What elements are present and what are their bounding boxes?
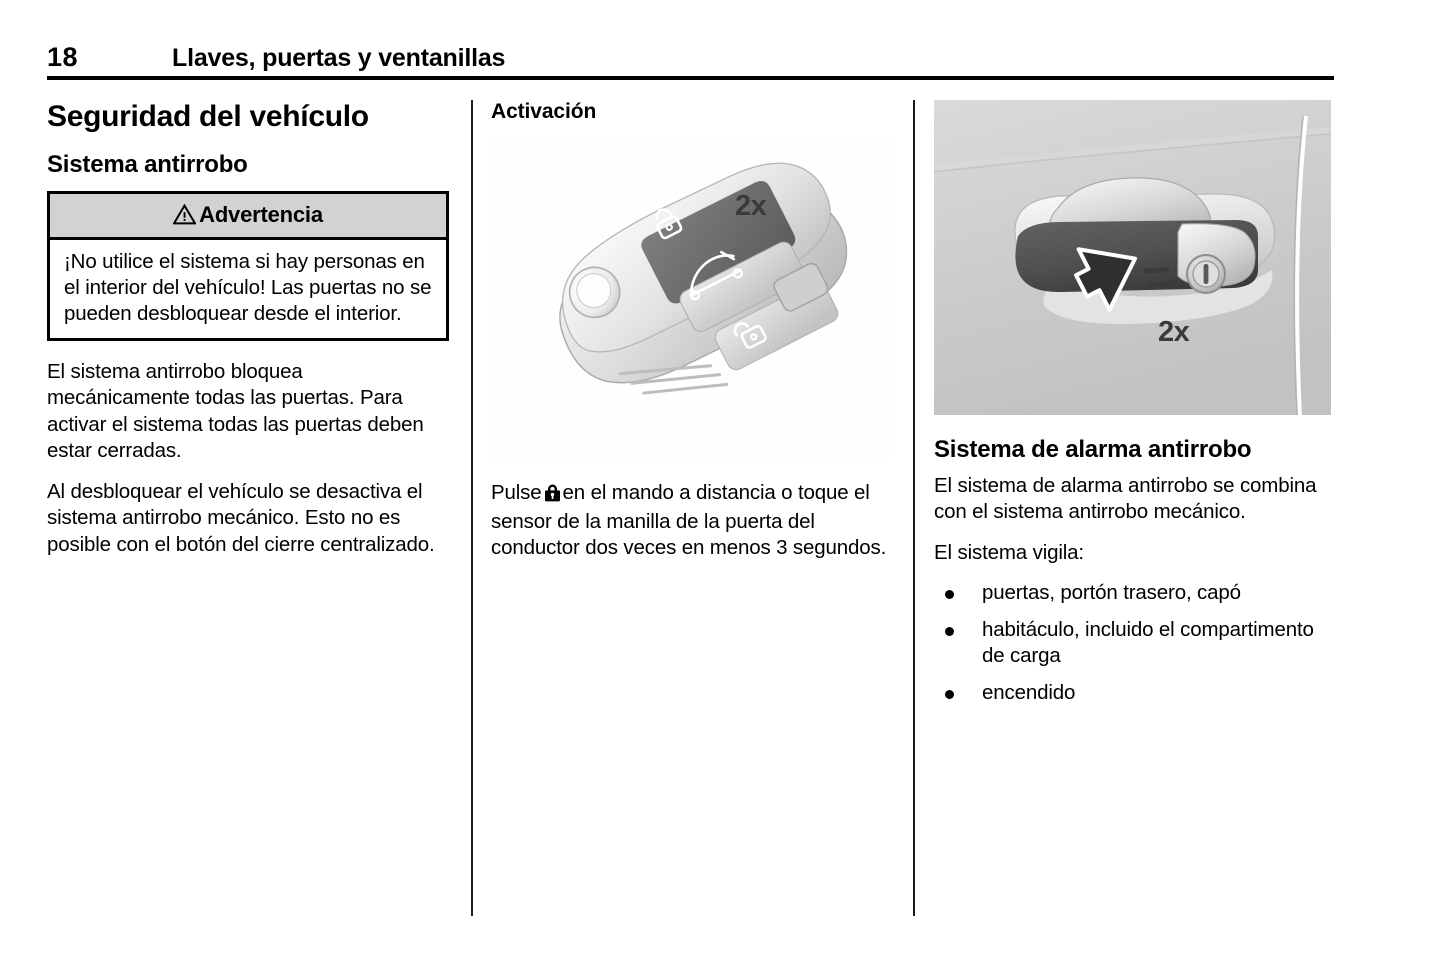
caption-text-before: Pulse [491,480,542,504]
middle-column [491,100,891,582]
activation-heading: Activación [491,100,597,123]
subsection-title: Sistema antirrobo [47,151,248,178]
page-title: Llaves, puertas y ventanillas [172,44,506,72]
list-item-label: puertas, portón trasero, capó [982,581,1241,605]
left-column [47,100,449,558]
warning-box [47,191,449,341]
warning-label: Advertencia [199,201,323,227]
list-item [934,680,1334,706]
remote-key-fob-illustration [491,139,891,459]
page-header [47,42,1333,73]
bullet-dot-icon [945,627,954,636]
alarm-system-heading: Sistema de alarma antirrobo [934,436,1252,463]
bullet-dot-icon [945,590,954,599]
warning-triangle-icon [173,204,196,225]
key-fob-2x-label: 2x [735,190,767,222]
monitored-items-list [934,580,1334,706]
left-paragraph-1: El sistema antirrobo bloquea mecánicamente todas las puertas. Para activar el sistema todas las puertas deben estar cerradas. [47,359,424,463]
activation-caption [491,480,891,562]
padlock-icon [544,482,561,509]
list-item [934,617,1334,670]
bullet-dot-icon [945,690,954,699]
right-paragraph-1: El sistema de alarma antirrobo se combina con el sistema antirrobo mecánico. [934,473,1317,524]
content-columns [47,100,1334,916]
page-number: 18 [47,42,79,72]
left-paragraph-2: Al desbloquear el vehículo se desactiva el sistema antirrobo mecánico. Esto no es posible con el botón del cierre centralizado. [47,479,435,556]
list-item-label: encendido [982,680,1076,704]
column-divider-1 [471,100,473,916]
right-column [934,100,1334,716]
column-divider-2 [913,100,915,916]
warning-text: ¡No utilice el sistema si hay personas en el interior del vehículo! Las puertas no se pueden desbloquear desde el interior. [64,249,432,325]
list-item-label: habitáculo, incluido el compartimento de carga [982,617,1314,668]
warning-header [50,194,446,240]
header-divider-rule [47,76,1334,80]
list-item [934,580,1334,606]
caption-text-after: en el mando a distancia o toque el sensor de la manilla de la puerta del conductor dos veces en menos 3 segundos. [491,480,887,560]
door-handle-sensor-illustration [934,100,1331,415]
right-paragraph-2: El sistema vigila: [934,540,1084,564]
section-title: Seguridad del vehículo [47,100,369,133]
door-handle-2x-label: 2x [1158,316,1190,348]
